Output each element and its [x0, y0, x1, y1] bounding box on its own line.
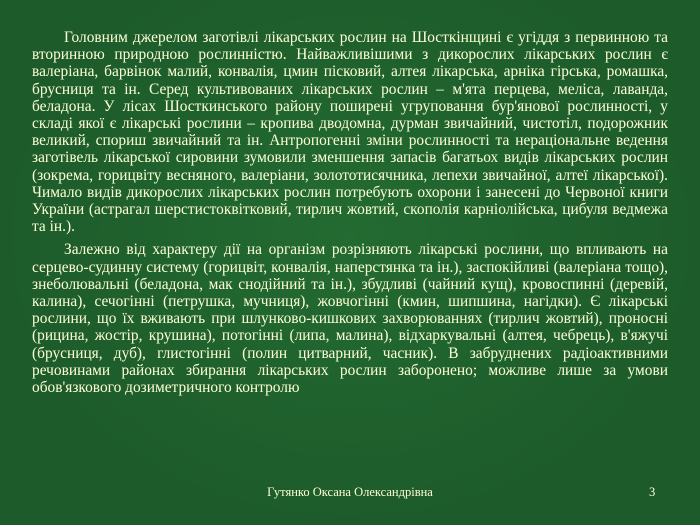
paragraph-sources: Головним джерелом заготівлі лікарських рослин на Шосткінщині є угіддя з первинною та вторинною природною рослинністю. Найважливішими з дикорослих лікарських рослин є валеріана, барвінок малий, конвалія, цмин пісковий, алтея лікарська, арніка гірська, ромашка, брусниця та ін. Серед культивованих лікарських рослин – м'ята перцева, меліса, лаванда, беладона. У лісах Шосткинського району поширені угруповання бур'янової рослинності, у складі якої є лікарські рослини – кропива дводомна, дурман звичайний, чистотіл, подорожник великий, спориш звичайний та ін. Антропогенні зміни рослинності та нераціональне ведення заготівель лікарської сировини зумовили зменшення запасів багатьох видів лікарських рослин (зокрема, горицвіту весняного, валеріани, золототисячника, лепехи звичайної, алтеї лікарської). Чимало видів дикорослих лікарських рослин потребують охорони і занесені до Червоної книги України (астрагал шерстистоквітковий, тирлич жовтий, скополія карніолійська, цибуля ведмежа та ін.). [32, 29, 668, 236]
paragraph-effects: Залежно від характеру дії на організм розрізняють лікарські рослини, що впливають на серцево-судинну систему (горицвіт, конвалія, наперстянка та ін.), заспокійливі (валеріана тощо), знеболювальні (беладона, мак снодійний та ін.), збудливі (чайний кущ), кровоспинні (деревій, калина), сечогінні (петрушка, мучниця), жовчогінні (кмин, шипшина, нагідки). Є лікарські рослини, що їх вживають при шлунково-кишкових захворюваннях (тирлич жовтий), проносні (рицина, жостір, крушина), потогінні (липа, малина), відхаркувальні (алтея, чебрець), в'яжучі (брусниця, дуб), глистогінні (полин цитварний, часник). В забруднених радіоактивними речовинами районах збирання лікарських рослин заборонено; можливе лише за умови обов'язкового дозиметричного контролю [32, 241, 668, 397]
page-number: 3 [649, 485, 656, 499]
slide-body [32, 29, 668, 396]
footer-author: Гутянко Оксана Олександрівна [267, 485, 433, 499]
